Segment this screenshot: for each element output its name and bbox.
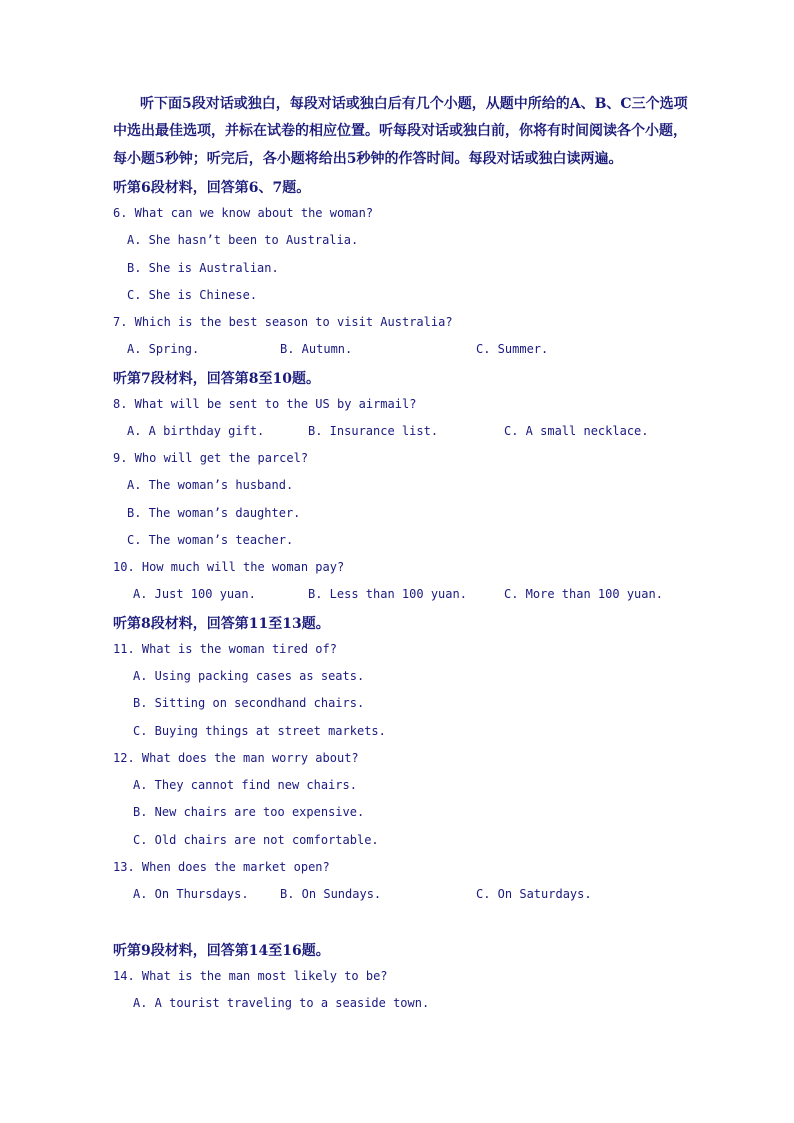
question-8-option-a: A. A birthday gift. bbox=[127, 424, 265, 438]
question-10-option-c: C. More than 100 yuan. bbox=[504, 587, 663, 601]
question-8-option-c: C. A small necklace. bbox=[504, 424, 649, 438]
question-6-option-b: B. She is Australian. bbox=[127, 261, 279, 275]
question-7: 7. Which is the best season to visit Australia? bbox=[113, 315, 453, 329]
question-10-option-a: A. Just 100 yuan. bbox=[133, 587, 256, 601]
question-14-option-a: A. A tourist traveling to a seaside town. bbox=[133, 996, 430, 1010]
question-11-option-a: A. Using packing cases as seats. bbox=[133, 669, 365, 683]
section-9-heading: 听第9段材料，回答第14至16题。 bbox=[113, 943, 330, 959]
question-9-option-c: C. The woman’s teacher. bbox=[127, 533, 294, 547]
question-11-option-b: B. Sitting on secondhand chairs. bbox=[133, 696, 365, 710]
question-9-option-b: B. The woman’s daughter. bbox=[127, 506, 301, 520]
question-13-option-a: A. On Thursdays. bbox=[133, 887, 249, 901]
question-8-option-b: B. Insurance list. bbox=[308, 424, 439, 438]
question-12: 12. What does the man worry about? bbox=[113, 751, 359, 765]
question-10-option-b: B. Less than 100 yuan. bbox=[308, 587, 467, 601]
question-14: 14. What is the man most likely to be? bbox=[113, 969, 388, 983]
section-7-heading: 听第7段材料，回答第8至10题。 bbox=[113, 371, 320, 387]
question-7-option-c: C. Summer. bbox=[476, 342, 549, 356]
section-8-heading: 听第8段材料，回答第11至13题。 bbox=[113, 616, 330, 632]
question-7-option-b: B. Autumn. bbox=[280, 342, 353, 356]
question-12-option-b: B. New chairs are too expensive. bbox=[133, 805, 365, 819]
section-6-heading: 听第6段材料，回答第6、7题。 bbox=[113, 180, 311, 196]
question-12-option-c: C. Old chairs are not comfortable. bbox=[133, 833, 379, 847]
question-7-option-a: A. Spring. bbox=[127, 342, 200, 356]
listening-instructions: 听下面5段对话或独白，每段对话或独白后有几个小题，从题中所给的A、B、C三个选项中选出最佳选项，并标在试卷的相应位置。听每段对话或独白前，你将有时间阅读各个小题，每小题5秒钟；听完后，各小题将给出5秒钟的作答时间。每段对话或独白读两遍。 bbox=[113, 96, 688, 167]
question-6: 6. What can we know about the woman? bbox=[113, 206, 374, 220]
question-8: 8. What will be sent to the US by airmail? bbox=[113, 397, 417, 411]
question-13-option-c: C. On Saturdays. bbox=[476, 887, 592, 901]
question-9: 9. Who will get the parcel? bbox=[113, 451, 309, 465]
question-12-option-a: A. They cannot find new chairs. bbox=[133, 778, 357, 792]
question-11: 11. What is the woman tired of? bbox=[113, 642, 337, 656]
question-13-option-b: B. On Sundays. bbox=[280, 887, 382, 901]
question-11-option-c: C. Buying things at street markets. bbox=[133, 724, 386, 738]
question-6-option-c: C. She is Chinese. bbox=[127, 288, 258, 302]
question-10: 10. How much will the woman pay? bbox=[113, 560, 345, 574]
question-6-option-a: A. She hasn’t been to Australia. bbox=[127, 233, 359, 247]
question-9-option-a: A. The woman’s husband. bbox=[127, 478, 294, 492]
question-13: 13. When does the market open? bbox=[113, 860, 330, 874]
